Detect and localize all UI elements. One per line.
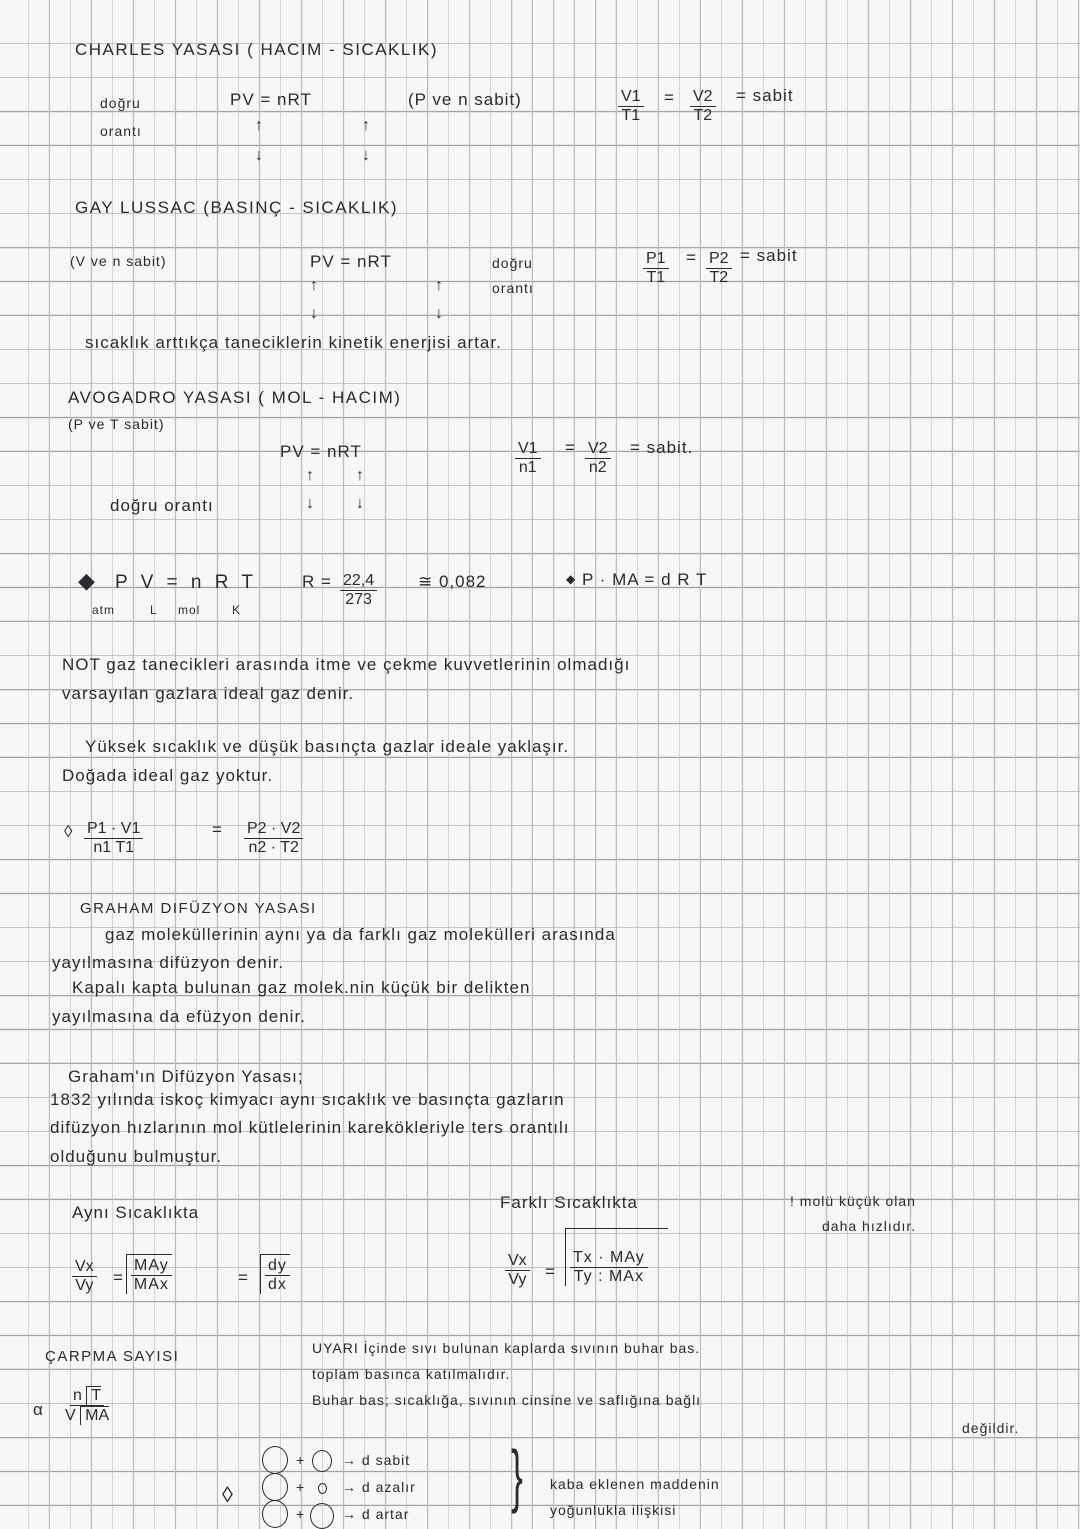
graham-p2: yayılmasına difüzyon denir. [52,953,285,972]
temp-mass-fraction [570,1249,648,1286]
avogadro-fraction-1 [515,440,541,477]
unit-n: mol [178,603,201,617]
gaylussac-condition: (V ve n sabit) [70,253,167,269]
arrow-down-icon: ↓ [310,305,318,322]
arrow-down-icon: ↓ [255,147,263,164]
gaylussac-fraction-1 [643,250,669,287]
graham-law-line-3: olduğunu bulmuştur. [50,1147,223,1166]
graham-note-2: daha hızlıdır. [822,1218,917,1234]
not-line-2: varsayılan gazlara ideal gaz denir. [62,684,355,703]
carpma-title: ÇARPMA SAYISI [45,1348,180,1365]
arrow-up-icon: ↑ [255,117,263,134]
denominator: Vy [508,1271,527,1288]
sqrt-density-ratio [260,1254,290,1294]
sqrt-t: T [86,1386,101,1405]
charles-fraction-1 [618,88,644,125]
graham-p3: Kapalı kapta bulunan gaz molek.nin küçük bir delikten [72,978,531,997]
gaylussac-note: sıcaklık arttıkça taneciklerin kinetik enerjisi artar. [85,333,502,352]
gaylussac-dogru: doğru [492,255,533,271]
medium-circle-icon [312,1450,332,1472]
arrow-up-icon: ↑ [356,467,364,484]
avogadro-title: AVOGADRO YASASI ( MOL - HACIM) [68,388,402,407]
charles-title: CHARLES YASASI ( HACIM - SICAKLIK) [75,40,439,59]
avogadro-formula: PV = nRT [280,442,362,461]
numerator [70,1386,104,1406]
numerator: V1 [515,440,541,459]
plus-sign: + [296,1479,306,1495]
proportional-symbol: α [33,1400,44,1419]
numerator: V2 [585,440,611,459]
arrow-down-icon: ↓ [356,495,364,512]
arrow-down-icon: ↓ [306,495,314,512]
sqrt-mass-ratio [126,1254,172,1294]
equals: = [565,438,576,457]
right-brace-icon: } [511,1436,524,1514]
diamond-bullet-icon: ◆ [566,572,577,586]
arrow-up-icon: ↑ [362,117,370,134]
denominator: n1 T1 [93,839,134,856]
charles-oranti: orantı [100,123,142,139]
avogadro-fraction-2 [585,440,611,477]
uyari-line-1: UYARI İçinde sıvı bulunan kaplarda sıvının buhar bas. [312,1340,701,1356]
denominator: n2 [588,459,607,476]
equals: = [212,820,223,839]
graham-law-title: Graham'ın Difüzyon Yasası; [68,1067,304,1086]
r-label: R = [302,572,332,591]
gaylussac-title: GAY LUSSAC (BASINÇ - SICAKLIK) [75,198,399,217]
sabit-label: = sabit [740,246,798,265]
denominator: T2 [709,269,729,286]
density-fraction [265,1257,290,1294]
same-temp-label: Aynı Sıcaklıkta [72,1203,200,1222]
graham-note-1: ! molü küçük olan [790,1193,916,1209]
graham-p4: yayılmasına da efüzyon denir. [52,1007,306,1026]
numerator: P2 [706,250,732,269]
charles-formula: PV = nRT [230,90,312,109]
equals: = [686,248,697,267]
numerator: P1 [643,250,669,269]
large-circle-icon [262,1446,288,1474]
arrow-up-icon: ↑ [435,277,443,294]
large-circle-icon [310,1503,334,1529]
charles-fraction-2 [690,88,716,125]
diff-temp-label: Farklı Sıcaklıkta [500,1193,638,1212]
numerator: V2 [690,88,716,107]
numerator: 22,4 [340,572,377,591]
sqrt-ma: MA [80,1406,109,1425]
combined-fraction-2 [244,820,303,857]
ideal-line-3: Yüksek sıcaklık ve düşük basınçta gazlar ideale yaklaşır. [85,737,570,756]
mass-fraction [131,1257,172,1294]
numerator: P2 · V2 [244,820,303,839]
result-sabit: → d sabit [342,1452,411,1468]
denominator: n2 · T2 [248,839,299,856]
plus-sign: + [296,1452,306,1468]
avogadro-condition: (P ve T sabit) [68,416,165,432]
numerator: Tx · MAy [570,1249,648,1268]
numerator: Vx [505,1252,530,1271]
diamond-bullet-icon: ◆ [78,568,96,593]
unit-v: L [150,603,158,617]
numerator: dy [265,1257,290,1276]
denominator: MAx [133,1276,169,1293]
numerator: MAy [131,1257,172,1276]
gaylussac-formula: PV = nRT [310,252,392,271]
uyari-line-2: toplam basınca katılmalıdır. [312,1366,511,1382]
uyari-line-4: değildir. [962,1420,1020,1436]
diamond-outline-icon: ◊ [64,822,74,841]
arrow-down-icon: ↓ [435,305,443,322]
brace-label-1: kaba eklenen maddenin [550,1476,720,1492]
denominator: T2 [693,107,713,124]
sqrt-temp-mass-ratio [565,1228,668,1286]
small-circle-icon [318,1483,327,1494]
r-value: ≅ 0,082 [418,572,487,591]
denominator: T1 [646,269,666,286]
unit-t: K [232,603,242,617]
unit-p: atm [92,603,116,617]
carpma-fraction [65,1386,109,1425]
denominator: Vy [75,1277,94,1294]
not-line-1: NOT gaz tanecikleri arasında itme ve çekme kuvvetlerinin olmadığı [62,655,631,674]
result-azalir: → d azalır [342,1479,416,1495]
denominator: n1 [518,459,537,476]
graham-law-line-2: difüzyon hızlarının mol kütlelerinin karekökleriyle ters orantılı [50,1118,570,1137]
avogadro-dogru-oranti: doğru orantı [110,496,214,515]
ideal-line-4: Doğada ideal gaz yoktur. [62,766,274,785]
equals: = [113,1268,124,1287]
denominator: dx [268,1276,287,1293]
numerator: Vx [72,1258,97,1277]
arrow-up-icon: ↑ [310,277,318,294]
velocity-ratio [72,1258,97,1295]
numerator: V1 [618,88,644,107]
gaylussac-fraction-2 [706,250,732,287]
equals: = [545,1262,556,1281]
denominator: T1 [621,107,641,124]
equals: = [238,1268,249,1287]
brace-label-2: yoğunlukla ilişkisi [550,1502,677,1518]
v-symbol: V [65,1407,76,1424]
denominator: Ty : MAx [573,1268,644,1285]
arrow-down-icon: ↓ [362,147,370,164]
denominator: 273 [345,591,372,608]
charles-condition: (P ve n sabit) [408,90,522,109]
velocity-ratio-2 [505,1252,530,1289]
large-circle-icon [262,1473,288,1501]
result-artar: → d artar [342,1506,410,1522]
combined-fraction-1 [84,820,143,857]
charles-dogru: doğru [100,95,141,111]
sabit-label: = sabit. [630,438,694,457]
density-formula: P · MA = d R T [582,570,708,589]
r-fraction [340,572,377,609]
plus-sign: + [296,1506,306,1522]
numerator: P1 · V1 [84,820,143,839]
arrow-up-icon: ↑ [306,467,314,484]
graham-p1: gaz moleküllerinin aynı ya da farklı gaz molekülleri arasında [105,925,616,944]
graham-title: GRAHAM DIFÜZYON YASASI [80,900,317,917]
gaylussac-oranti: orantı [492,280,534,296]
n-symbol: n [72,1387,82,1404]
diamond-outline-icon: ◊ [222,1482,234,1507]
large-circle-icon [262,1500,288,1528]
sabit-label: = sabit [736,86,794,105]
equals: = [664,88,675,107]
uyari-line-3: Buhar bas; sıcaklığa, sıvının cinsine ve saflığına bağlı [312,1392,702,1408]
ideal-gas-formula: P V = n R T [115,572,258,593]
denominator [65,1406,109,1425]
graham-law-line-1: 1832 yılında iskoç kimyacı aynı sıcaklık ve basınçta gazların [50,1090,565,1109]
